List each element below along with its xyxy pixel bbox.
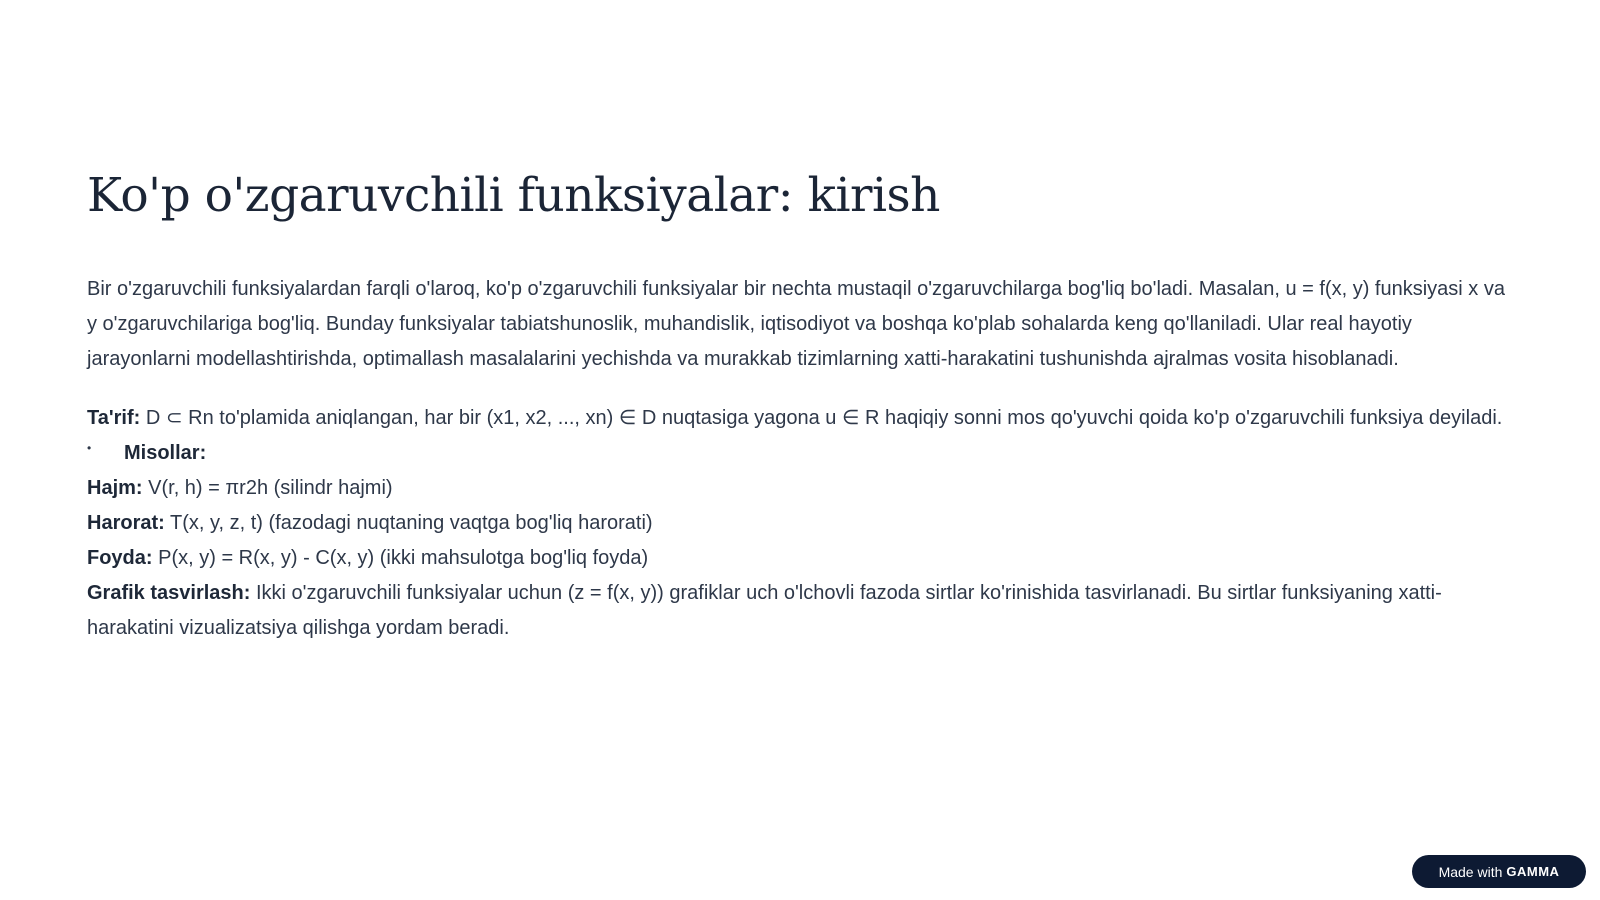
slide-content xyxy=(87,160,1517,646)
bullet-icon: • xyxy=(87,441,92,455)
intro-paragraph: Bir o'zgaruvchili funksiyalardan farqli o'laroq, ko'p o'zgaruvchili funksiyalar bir nechta mustaqil o'zgaruvchilarga bog'liq bo'ladi. Masalan, u = f(x, y) funksiyasi x va y o'zgaruvchilariga bog'liq. Bunday funksiyalar tabiatshunoslik, muhandislik, iqtisodiyot va boshqa ko'plab sohalarda keng qo'llaniladi. Ular real hayotiy jarayonlarni modellashtirishda, optimallash masalalarini yechishda va murakkab tizimlarning xatti-harakatini tushunishda ajralmas vosita hisoblanadi. xyxy=(87,278,1505,370)
example-label: Hajm: xyxy=(87,477,143,499)
badge-prefix: Made with xyxy=(1438,863,1503,880)
example-item-profit xyxy=(87,541,1517,576)
examples-heading xyxy=(87,436,1517,471)
graphic-paragraph xyxy=(87,576,1517,646)
example-label: Harorat: xyxy=(87,512,165,534)
examples-label: Misollar: xyxy=(124,442,207,464)
slide-title: Ko'p o'zgaruvchili funksiyalar: kirish xyxy=(87,168,940,223)
definition-label: Ta'rif: xyxy=(87,407,141,429)
example-text: T(x, y, z, t) (fazodagi nuqtaning vaqtga bog'liq harorati) xyxy=(164,512,653,534)
example-item-volume xyxy=(87,471,1517,506)
example-text: P(x, y) = R(x, y) - C(x, y) (ikki mahsulotga bog'liq foyda) xyxy=(152,547,649,569)
example-item-temperature xyxy=(87,506,1517,541)
example-label: Foyda: xyxy=(87,547,153,569)
definition-paragraph xyxy=(87,401,1517,436)
graphic-label: Grafik tasvirlash: xyxy=(87,582,251,604)
made-with-gamma-badge[interactable] xyxy=(1412,855,1586,888)
definition-text: D ⊂ Rn to'plamida aniqlangan, har bir (x1, x2, ..., xn) ∈ D nuqtasiga yagona u ∈ R haqiqiy sonni mos qo'yuvchi qoida ko'p o'zgaruvchili funksiya deyiladi. xyxy=(140,407,1503,429)
gamma-logo: GAMMA xyxy=(1506,864,1560,879)
graphic-text: Ikki o'zgaruvchili funksiyalar uchun (z = f(x, y)) grafiklar uch o'lchovli fazoda sirtlar ko'rinishida tasvirlanadi. Bu sirtlar funksiyaning xatti-harakatini vizualizatsiya qilishga yordam beradi. xyxy=(87,582,1442,639)
example-text: V(r, h) = πr2h (silindr hajmi) xyxy=(142,477,393,499)
